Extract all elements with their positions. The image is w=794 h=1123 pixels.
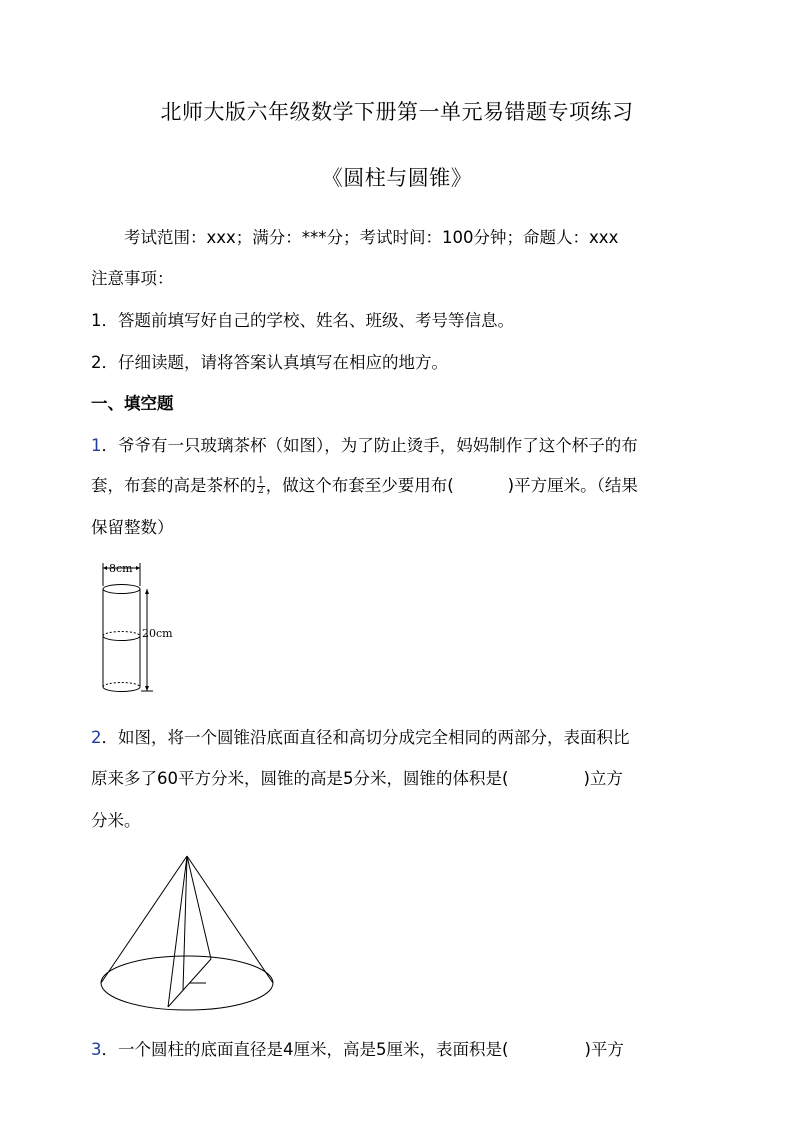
- question-number: 1: [91, 436, 102, 455]
- question-text: )立方: [583, 769, 623, 788]
- fraction: [257, 477, 265, 496]
- question-text: )平方厘米。（结果: [507, 476, 638, 495]
- question-number: 3: [91, 1040, 102, 1059]
- document-title: 北师大版六年级数学下册第一单元易错题专项练习: [160, 100, 634, 124]
- question-2-line-1: [91, 724, 630, 748]
- fraction-numerator: 1: [258, 476, 264, 486]
- notes-heading: 注意事项：: [91, 269, 174, 288]
- question-text: ．如图，将一个圆锥沿底面直径和高切分成完全相同的两部分，表面积比: [101, 728, 630, 747]
- question-text: 套，布套的高是茶杯的: [91, 476, 256, 495]
- question-1-line-3: 保留整数）: [91, 518, 174, 537]
- question-text: ，做这个布套至少要用布(: [265, 476, 454, 495]
- question-2-line-3: 分米。: [91, 811, 141, 830]
- note-item-2: 2．仔细读题，请将答案认真填写在相应的地方。: [91, 353, 448, 372]
- question-2-line-2: [91, 765, 623, 789]
- exam-info: 考试范围：xxx；满分：***分；考试时间：100分钟；命题人：xxx: [124, 228, 619, 247]
- question-text: 原来多了60平方分米，圆锥的高是5分米，圆锥的体积是(: [91, 769, 509, 788]
- note-item-1: 1．答题前填写好自己的学校、姓名、班级、考号等信息。: [91, 311, 514, 330]
- question-text: ．一个圆柱的底面直径是4厘米，高是5厘米，表面积是(: [101, 1040, 509, 1059]
- cone-figure: [92, 850, 287, 1020]
- fraction-denominator: 2: [258, 486, 264, 496]
- question-1-line-2: [91, 472, 638, 496]
- question-text: ．爷爷有一只玻璃茶杯（如图），为了防止烫手，妈妈制作了这个杯子的布: [101, 436, 638, 455]
- cylinder-figure: [96, 558, 196, 698]
- question-3-line-1: [91, 1036, 624, 1060]
- question-1-line-1: [91, 432, 638, 456]
- width-label: 8cm: [109, 562, 133, 575]
- question-text: )平方: [584, 1040, 624, 1059]
- section-heading: 一、填空题: [91, 394, 174, 413]
- document-subtitle: 《圆柱与圆锥》: [321, 166, 473, 190]
- question-number: 2: [91, 728, 102, 747]
- height-label: 20cm: [142, 627, 173, 640]
